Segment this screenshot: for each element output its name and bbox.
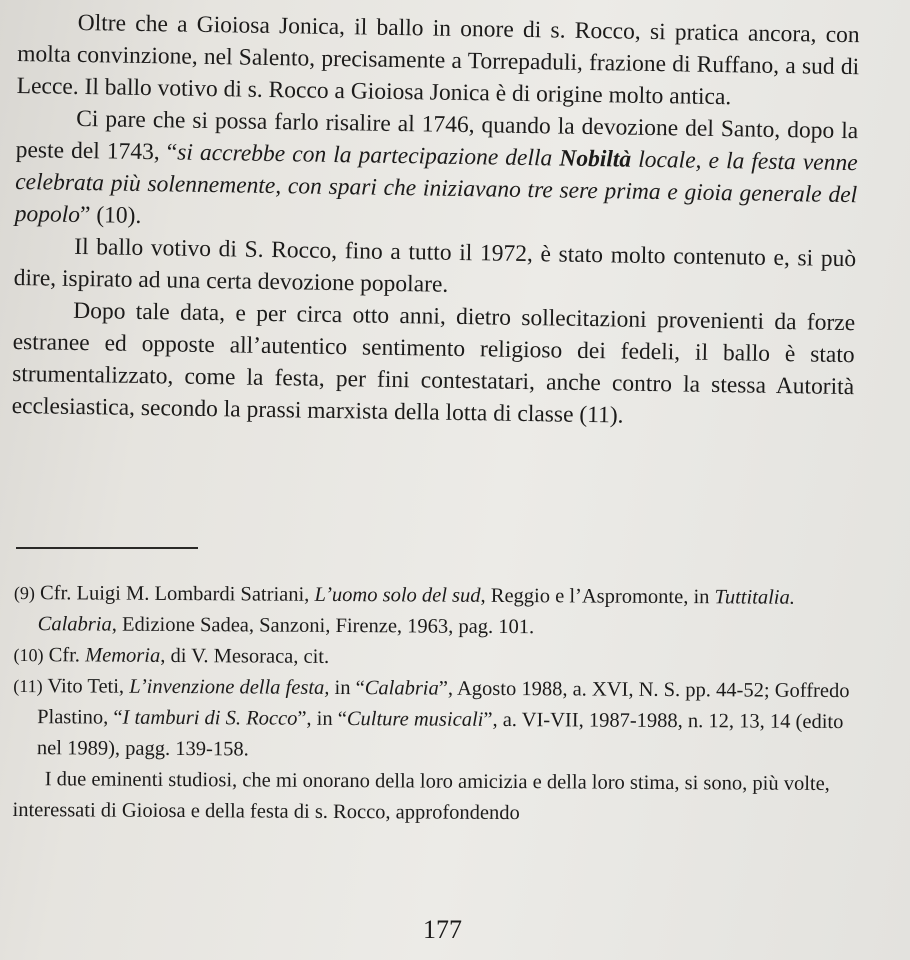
footnote-number: (11): [13, 675, 43, 697]
text-run: ” (10).: [79, 202, 142, 229]
title-run: L’invenzione della festa,: [129, 675, 330, 699]
text-run: in “: [329, 676, 365, 700]
footnote-number: (10): [13, 644, 44, 666]
text-run: ”, in “: [297, 707, 347, 731]
text-run: Cfr. Luigi M. Lombardi Satriani,: [34, 582, 315, 606]
page-number: 177: [423, 915, 462, 944]
title-run: Tuttitalia. Calabria: [37, 586, 795, 636]
footnote-continuation: I due eminenti studiosi, che mi onorano della loro amicizia e della loro stima, si sono, più volte, interessati di Gioiosa e della festa di s. Rocco, approfondendo: [12, 768, 830, 825]
text-run: , Edizione Sadea, Sanzoni, Firenze, 1963, pag. 101.: [111, 613, 535, 639]
text-run: Vito Teti,: [42, 675, 130, 698]
paragraph: Oltre che a Gioiosa Jonica, il ballo in onore di s. Rocco, si pratica ancora, con molta convinzione, nel Salento, precisamente a Torrepaduli, frazione di Ruffano, a sud di Lecce. Il ballo votivo di s. Rocco a Gioiosa Jonica è di origine molto antica.: [16, 9, 860, 111]
footnote-separator: [16, 547, 198, 549]
bold-word: Nobiltà: [559, 145, 632, 173]
title-run: Culture musicali: [346, 708, 484, 731]
title-run: Memoria: [85, 644, 161, 667]
text-run: ”, a. VI-VII, 1987-1988, n. 12, 13, 14 (edito nel 1989), pagg. 139-158.: [36, 708, 844, 761]
text-run: ”, Agosto 1988, a. XVI, N. S. pp. 44-52; Goffredo Plastino, “: [37, 677, 850, 729]
text-run: Cfr.: [43, 644, 86, 667]
paragraph: Il ballo votivo di S. Rocco, fino a tutto il 1972, è stato molto contenuto e, si può dire, ispirato ad una certa devozione popolare.: [13, 233, 857, 298]
footnotes: [12, 578, 873, 831]
footnote-number: (9): [13, 582, 35, 604]
footnote-11: [13, 671, 874, 769]
text-run: , Reggio e l’Aspromonte, in: [480, 584, 715, 609]
footnote-9: [14, 578, 874, 645]
title-run: Calabria: [364, 677, 439, 700]
title-run: L’uomo solo del sud: [314, 583, 481, 607]
quote-run: locale, e la festa venne celebrata più solennemente, con spari che iniziavano tre sere prima e gioia generale del popolo: [14, 146, 858, 228]
paragraph: [14, 102, 858, 243]
quote-run: si accrebbe con la partecipazione della: [177, 139, 560, 172]
title-run: I tamburi di S. Rocco: [122, 706, 298, 730]
main-text: [11, 6, 859, 435]
text-run: Ci pare che si possa farlo risalire al 1746, quando la devozione del Santo, dopo la peste del 1743, “: [15, 105, 859, 166]
text-run: , di V. Mesoraca, cit.: [160, 644, 330, 668]
paragraph: Dopo tale data, e per circa otto anni, dietro sollecitazioni provenienti da forze estranee ed opposte all’autentico sentimento religioso dei fedeli, il ballo è stato strumentalizzato, come la festa, per fini contestatari, anche contro la stessa Autorità ecclesiastica, secondo la prassi marxista della lotta di classe (11).: [11, 297, 856, 429]
